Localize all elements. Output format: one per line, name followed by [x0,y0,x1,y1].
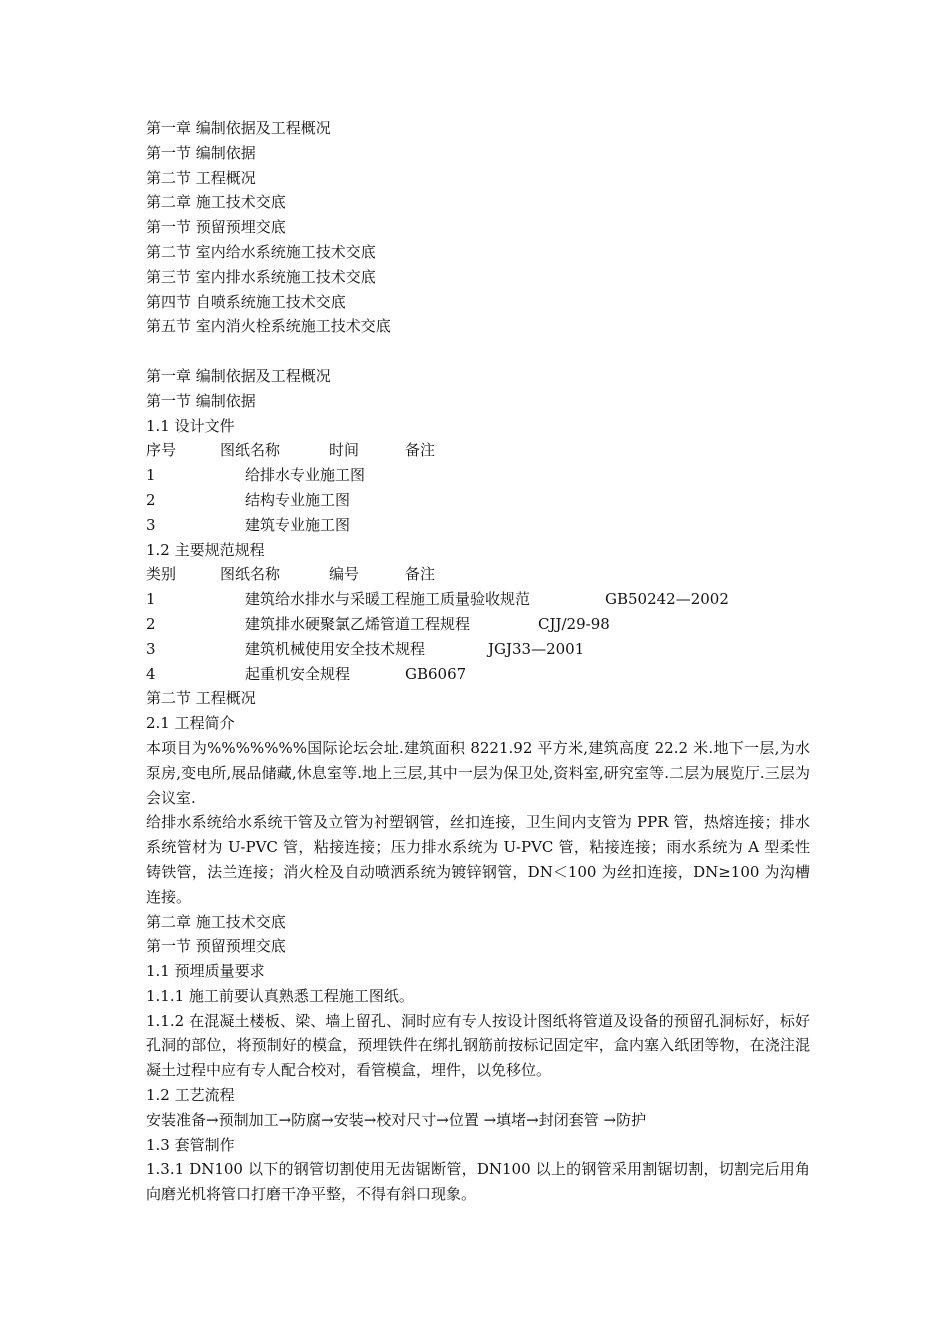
table-cell: CJJ/29-98 [538,614,610,633]
table-cell: 3 [146,515,156,534]
chapter-title: 第二章 施工技术交底 [146,912,286,931]
table-row [146,587,810,612]
table-cell: 起重机安全规程 [245,664,351,683]
section-title: 第二节 工程概况 [146,689,256,708]
process-flow: 安装准备→预制加工→防腐→安装→校对尺寸→位置 →填堵→封闭套管 →防护 [146,1110,647,1129]
toc-item: 第三节 室内排水系统施工技术交底 [146,267,376,286]
paragraph: 1.3.1 DN100 以下的钢管切割使用无齿锯断管，DN100 以上的钢管采用割锯切割，切割完后用角向磨光机将管口打磨干净平整，不得有斜口现象。 [146,1160,810,1204]
table-header: 备注 [405,441,436,460]
chapter-title: 第一章 编制依据及工程概况 [146,366,331,385]
table-cell: 1 [146,466,156,485]
table-row [146,637,810,662]
table-row [146,662,810,687]
toc-item: 第二章 施工技术交底 [146,193,286,212]
table-header-row [146,438,810,463]
table-of-contents [146,116,810,339]
table-cell: 2 [146,490,156,509]
design-docs-table [146,438,810,537]
table-cell: 2 [146,614,156,633]
paragraph: 1.1.2 在混凝土楼板、梁、墙上留孔、洞时应有专人按设计图纸将管道及设备的预留孔洞标好，标好孔洞的部位，将预制好的模盒，预埋铁件在绑扎钢筋前按标记固定牢，盒内塞入纸团等物，在浇注混凝土过程中应有专人配合校对，看管模盒，埋件，以免移位。 [146,1011,810,1080]
toc-item: 第四节 自喷系统施工技术交底 [146,292,346,311]
spacer [146,339,810,364]
table-cell: 3 [146,639,156,658]
table-row [146,488,810,513]
table-header: 图纸名称 [220,441,281,460]
table-header: 编号 [329,565,360,584]
toc-item: 第二节 室内给水系统施工技术交底 [146,242,376,261]
table-cell: 结构专业施工图 [245,490,351,509]
table-row [146,463,810,488]
subsection-heading: 1.2 主要规范规程 [146,540,265,559]
paragraph: 本项目为%%%%%%%国际论坛会址.建筑面积 8221.92 平方米,建筑高度 22.2 米.地下一层,为水泵房,变电所,展品储藏,休息室等.地上三层,其中一层为保卫处,资料室,研究室等.二层为展览厅.三层为会议室. [146,738,810,807]
section-title: 第一节 编制依据 [146,391,256,410]
table-cell: 建筑给水排水与采暖工程施工质量验收规范 [245,590,531,609]
table-cell: 1 [146,590,156,609]
table-header: 备注 [405,565,436,584]
document-page [146,116,810,1207]
toc-item: 第一章 编制依据及工程概况 [146,119,331,137]
subsection-heading: 1.1 设计文件 [146,416,235,435]
subsection-heading: 2.1 工程简介 [146,714,235,733]
paragraph: 1.1.1 施工前要认真熟悉工程施工图纸。 [146,986,414,1005]
table-row [146,513,810,538]
subsection-heading: 1.1 预埋质量要求 [146,962,265,981]
table-cell: 建筑排水硬聚氯乙烯管道工程规程 [245,614,471,633]
table-cell: GB6067 [405,664,467,683]
toc-item: 第二节 工程概况 [146,168,256,187]
table-cell: JGJ33—2001 [488,639,585,658]
paragraph: 给排水系统给水系统干管及立管为衬塑钢管，丝扣连接，卫生间内支管为 PPR 管，热熔连接；排水系统管材为 U-PVC 管，粘接连接；压力排水系统为 U-PVC 管，粘接连接；雨水系统为 A 型柔性铸铁管，法兰连接；消火栓及自动喷洒系统为镀锌钢管，DN＜100 为丝扣连接，DN≥100 为沟槽连接。 [146,813,810,906]
table-cell: 建筑专业施工图 [245,515,351,534]
subsection-heading: 1.2 工艺流程 [146,1086,235,1105]
section-title: 第一节 预留预埋交底 [146,937,286,956]
table-header: 时间 [329,441,360,460]
toc-item: 第一节 编制依据 [146,143,256,162]
table-header: 序号 [146,441,177,460]
subsection-heading: 1.3 套管制作 [146,1135,235,1154]
specs-table [146,562,810,686]
table-cell: 建筑机械使用安全技术规程 [245,639,426,658]
table-row [146,612,810,637]
table-cell: 给排水专业施工图 [245,466,366,485]
table-header-row [146,562,810,587]
toc-item: 第五节 室内消火栓系统施工技术交底 [146,317,391,336]
table-cell: 4 [146,664,156,683]
table-header: 图纸名称 [220,565,281,584]
table-cell: GB50242—2002 [605,590,729,609]
toc-item: 第一节 预留预埋交底 [146,218,286,237]
table-header: 类别 [146,565,177,584]
